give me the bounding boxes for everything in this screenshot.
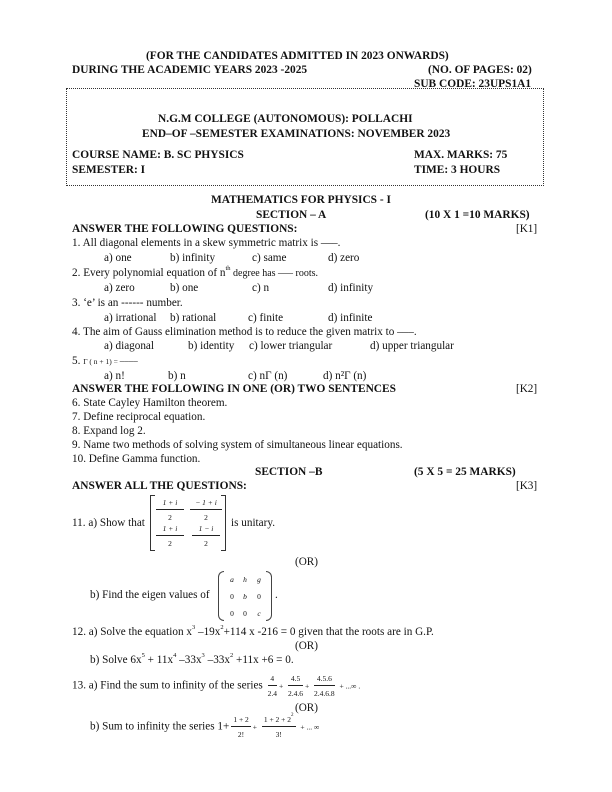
q5-blank: –––– xyxy=(119,356,138,366)
question-5 xyxy=(72,356,138,367)
q12b-exp-2: 4 xyxy=(173,652,177,659)
q1-option-d: d) zero xyxy=(328,252,360,264)
term-2-denominator: 2.4.6 xyxy=(288,689,303,698)
cell-0-21: 0 xyxy=(230,592,234,601)
matrix-cell-21 xyxy=(156,524,184,548)
plus-sign: + xyxy=(252,722,258,732)
q5-option-a: a) n! xyxy=(104,370,125,382)
cell-11-numerator: 1 + i xyxy=(156,498,184,510)
q12a-term: –19x xyxy=(195,626,221,638)
q3-option-b: b) rational xyxy=(170,312,217,324)
q5-option-d: d) n²Γ (n) xyxy=(323,370,367,382)
max-marks: MAX. MARKS: 75 xyxy=(414,149,508,161)
q1-option-a: a) one xyxy=(104,252,132,264)
q5-option-c: c) nΓ (n) xyxy=(248,370,288,382)
section-a-marks: (10 X 1 =10 MARKS) xyxy=(425,209,530,221)
q4-option-c: c) lower triangular xyxy=(249,340,333,352)
q5-number: 5. xyxy=(72,355,84,367)
q3-option-c: c) finite xyxy=(248,312,284,324)
question-8: 8. Expand log 2. xyxy=(72,425,146,437)
q5-option-b: b) n xyxy=(168,370,186,382)
q4-option-b: b) identity xyxy=(188,340,235,352)
section-a-title: SECTION – A xyxy=(256,209,327,221)
q2-option-a: a) zero xyxy=(104,282,135,294)
q12a-text: 12. a) Solve the equation x xyxy=(72,626,192,638)
cell-b: b xyxy=(243,592,247,601)
plus-sign: + xyxy=(305,681,310,691)
paper-title: MATHEMATICS FOR PHYSICS - I xyxy=(211,194,391,206)
term-2-numerator: 4.5 xyxy=(288,674,303,686)
college-name: N.G.M COLLEGE (AUTONOMOUS): POLLACHI xyxy=(158,113,413,125)
left-parenthesis xyxy=(218,571,224,621)
section-a-part2-heading: ANSWER THE FOLLOWING IN ONE (OR) TWO SENTENCES xyxy=(72,383,396,395)
question-4: 4. The aim of Gauss elimination method is to reduce the given matrix to –––. xyxy=(72,326,417,338)
k3-level: [K3] xyxy=(516,480,538,492)
matrix-cell-12 xyxy=(190,498,222,522)
section-b-title: SECTION –B xyxy=(255,466,323,478)
series-b-tail: + ... ∞ xyxy=(300,722,320,732)
or-label-12: (OR) xyxy=(295,640,318,652)
q12a-exp-1: 3 xyxy=(191,624,196,631)
question-1: 1. All diagonal elements in a skew symmetric matrix is –––. xyxy=(72,237,341,249)
series-b-term-1 xyxy=(231,715,250,739)
matrix-cell-22 xyxy=(192,524,220,548)
plus-sign: + xyxy=(278,681,284,691)
question-9: 9. Name two methods of solving system of simultaneous linear equations. xyxy=(72,439,403,451)
q12b-exp-1: 5 xyxy=(141,652,145,659)
q2-option-c: c) n xyxy=(252,282,270,294)
b-term-2-exponent: 2 xyxy=(291,713,294,718)
matrix-cell-11 xyxy=(156,498,184,522)
question-3: 3. ‘e’ is an ------ number. xyxy=(72,297,183,309)
q12a-text-end: +114 x -216 = 0 given that the roots are in G.P. xyxy=(223,626,434,638)
cell-22-denominator: 2 xyxy=(204,539,208,548)
q2-text-start: 2. Every polynomial equation of n xyxy=(72,267,226,279)
q4-option-d: d) upper triangular xyxy=(370,340,454,352)
term-1-numerator: 4 xyxy=(268,674,277,686)
unitary-matrix xyxy=(150,495,226,551)
question-11a-text: 11. a) Show that xyxy=(72,517,145,529)
section-a-heading: ANSWER THE FOLLOWING QUESTIONS: xyxy=(72,223,298,235)
cell-g: g xyxy=(257,575,261,584)
cell-0-23: 0 xyxy=(257,592,261,601)
series-tail: + ...∞ . xyxy=(339,681,361,691)
section-b-heading: ANSWER ALL THE QUESTIONS: xyxy=(72,480,247,492)
b-term-2-denominator: 3! xyxy=(275,730,282,739)
cell-0-32: 0 xyxy=(243,609,247,618)
series-b-term-2 xyxy=(262,715,296,739)
question-12b xyxy=(90,652,294,666)
q4-option-a: a) diagonal xyxy=(104,340,155,352)
q5-gamma-expression: Γ ( n + 1) = xyxy=(83,357,120,366)
q2-option-b: b) one xyxy=(170,282,199,294)
or-label-13: (OR) xyxy=(295,702,318,714)
q12b-term-1: + 11x xyxy=(144,654,174,666)
q2-text-end: degree has ––– roots. xyxy=(230,268,319,279)
sub-code: SUB CODE: 23UPS1A1 xyxy=(414,78,532,90)
q1-option-c: c) same xyxy=(252,252,287,264)
q3-option-a: a) irrational xyxy=(104,312,157,324)
exam-time: TIME: 3 HOURS xyxy=(414,164,501,176)
b-term-2-numerator: 1 + 2 + 2 xyxy=(263,715,292,724)
right-parenthesis xyxy=(266,571,272,621)
k2-level: [K2] xyxy=(516,383,538,395)
cell-0-31: 0 xyxy=(230,609,234,618)
question-2 xyxy=(72,265,319,279)
question-11b-text: b) Find the eigen values of xyxy=(90,589,210,601)
cell-c: c xyxy=(257,609,261,618)
question-11b-period: . xyxy=(275,589,278,601)
q12b-text-end: +11x +6 = 0. xyxy=(233,654,294,666)
question-11a-suffix: is unitary. xyxy=(231,517,276,529)
question-13a xyxy=(72,674,360,698)
q12b-term-3: –33x xyxy=(204,654,230,666)
q12b-term-2: –33x xyxy=(176,654,202,666)
term-3-numerator: 4.5.6 xyxy=(314,674,335,686)
term-1-denominator: 2.4 xyxy=(267,689,277,698)
question-13b xyxy=(90,715,319,739)
left-bracket xyxy=(150,495,155,551)
k1-level: [K1] xyxy=(516,223,538,235)
eigen-matrix xyxy=(218,571,272,621)
question-6: 6. State Cayley Hamilton theorem. xyxy=(72,397,228,409)
cell-21-denominator: 2 xyxy=(168,539,172,548)
cell-h: h xyxy=(243,575,247,584)
q12b-exp-3: 3 xyxy=(201,652,205,659)
section-b-marks: (5 X 5 = 25 MARKS) xyxy=(414,466,516,478)
cell-21-numerator: 1 + i xyxy=(156,524,184,536)
admitted-note: (FOR THE CANDIDATES ADMITTED IN 2023 ONWARDS) xyxy=(146,50,449,62)
q12a-exp-2: 2 xyxy=(220,624,224,631)
q13b-text: b) Sum to infinity the series 1+ xyxy=(90,720,230,733)
b-term-1-denominator: 2! xyxy=(237,730,245,739)
q13a-text: 13. a) Find the sum to infinity of the series xyxy=(72,679,263,692)
q3-option-d: d) infinite xyxy=(328,312,373,324)
series-term-1 xyxy=(268,674,277,698)
question-12a xyxy=(72,624,434,638)
cell-a: a xyxy=(230,575,234,584)
course-name: COURSE NAME: B. SC PHYSICS xyxy=(72,149,244,161)
series-term-3 xyxy=(314,674,335,698)
q12b-exp-4: 2 xyxy=(229,652,234,659)
q2-superscript: th xyxy=(225,265,231,272)
series-term-2 xyxy=(288,674,303,698)
semester: SEMESTER: I xyxy=(72,164,146,176)
cell-22-numerator: 1 − i xyxy=(192,524,220,536)
q1-option-b: b) infinity xyxy=(170,252,216,264)
b-term-1-numerator: 1 + 2 xyxy=(231,715,250,727)
question-7: 7. Define reciprocal equation. xyxy=(72,411,206,423)
exam-title: END–OF –SEMESTER EXAMINATIONS: NOVEMBER 2023 xyxy=(142,128,451,140)
term-3-denominator: 2.4.6.8 xyxy=(314,689,335,698)
academic-years: DURING THE ACADEMIC YEARS 2023 -2025 xyxy=(72,64,308,76)
q12b-text: b) Solve 6x xyxy=(90,654,142,666)
q2-option-d: d) infinity xyxy=(328,282,374,294)
cell-12-denominator: 2 xyxy=(204,513,208,522)
page-count: (NO. OF PAGES: 02) xyxy=(428,64,532,76)
question-10: 10. Define Gamma function. xyxy=(72,453,201,465)
or-label-11: (OR) xyxy=(295,556,318,568)
cell-11-denominator: 2 xyxy=(168,513,172,522)
cell-12-numerator: − 1 + i xyxy=(190,498,222,510)
